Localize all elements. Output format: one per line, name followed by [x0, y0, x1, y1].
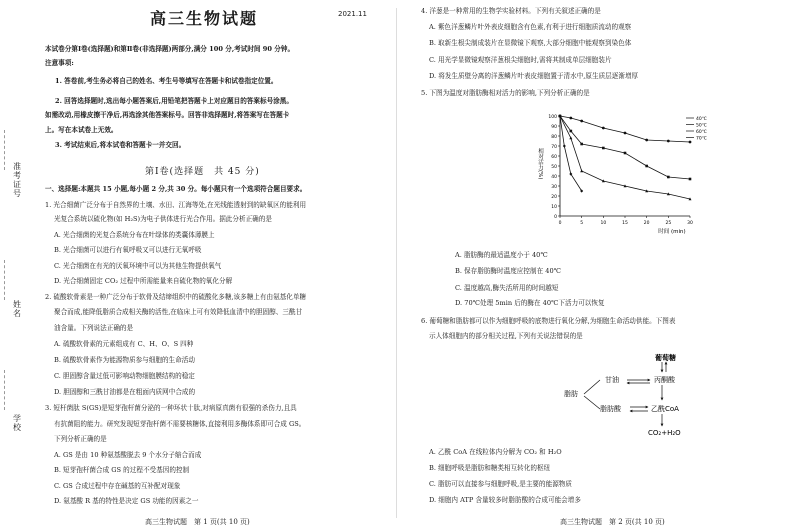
metabolism-diagram: [562, 350, 712, 438]
fat-branch-down: [584, 396, 600, 409]
q4-option-b: B. 取新生根尖制成装片在显微镜下观察,大部分细胞中能观察到染色体: [429, 39, 632, 47]
q5-option-a: A. 脂肪酶的最适温度小于 40℃: [455, 251, 548, 259]
data-point: [602, 127, 605, 130]
data-point: [602, 147, 605, 150]
y-tick-label: 100: [548, 115, 557, 120]
series-line: [560, 116, 690, 142]
q3-option-b: B. 短芽孢杆菌合成 GS 的过程不受基因的控制: [54, 466, 190, 474]
q5-stem: 5. 下图为温度对脂肪酶相对活力的影响,下列分析正确的是: [421, 89, 590, 97]
y-tick-label: 10: [551, 205, 557, 210]
note-2: 2. 回答选择题时,选出每小题答案后,用铅笔把答题卡上对应题目的答案标号涂黑。: [55, 97, 293, 105]
note-3: 3. 考试结束后,将本试卷和答题卡一并交回。: [55, 141, 186, 149]
data-point: [580, 120, 583, 123]
glucose-label: 葡萄糖: [655, 354, 676, 362]
q2-stem: 2. 硫酸软骨素是一种广泛分布于软骨及结缔组织中的硫酸化多糖,该多糖上有由氨基化单糖: [45, 293, 307, 301]
legend-label: 60℃: [696, 129, 707, 135]
page-title: 高三生物试题: [150, 9, 259, 28]
glycerol-label: 甘油: [605, 376, 619, 384]
data-point: [570, 130, 573, 133]
data-point: [580, 143, 583, 146]
q2-option-d: D. 胆固醇和三酰甘油都是在粗面内质网中合成的: [54, 388, 196, 396]
notes-heading: 注意事项:: [45, 59, 74, 67]
q3-stem-cont: 有抗菌阻的能力。研究发现短芽孢杆菌不需要核糖体,直接利用多酶体系即可合成 GS。: [54, 420, 306, 428]
q4-option-d: D. 将发生质壁分离的洋葱鳞片叶表皮细胞置于清水中,原生质层逐渐增厚: [429, 72, 639, 80]
y-tick-label: 80: [551, 135, 557, 140]
label-exam-number: 准考证号: [13, 162, 21, 198]
x-axis-label: 时间 (min): [658, 229, 686, 235]
y-tick-label: 60: [551, 155, 557, 160]
q2-option-c: C. 胆固醇含量过低可影响动物细胞膜结构的稳定: [54, 372, 195, 380]
q3-option-c: C. GS 合成过程中存在碱基的互补配对现象: [54, 482, 181, 490]
q4-option-c: C. 用光学显微镜观察洋葱根尖细胞时,需将其制成单层细胞装片: [429, 56, 612, 64]
x-tick-label: 15: [622, 221, 628, 226]
chart-series-layer: [559, 114, 692, 200]
q2-stem-end: 油含量。下列说法正确的是: [54, 324, 134, 332]
y-tick-label: 20: [551, 195, 557, 200]
q5-option-d: D. 70℃处理 5min 后的酶在 40℃下活力可以恢复: [455, 299, 605, 307]
right-page: [397, 0, 794, 532]
q1-stem: 1. 光合细菌广泛分布于自然界的土壤、水田、江海等处,在光线能透射到的缺氧区的能利用: [45, 201, 307, 209]
label-school: 学校: [13, 414, 21, 432]
margin-line: [4, 260, 5, 300]
q2-option-b: B. 硫酸软骨素作为能源物质参与细胞的生命活动: [54, 356, 195, 364]
data-point: [667, 176, 670, 179]
q1-stem-cont: 光复合系统以硫化物(如 H₂S)为电子供体进行光合作用。据此分析正确的是: [54, 215, 272, 223]
data-point: [580, 169, 583, 172]
part1-intro: 一、选择题:本题共 15 小题,每小题 2 分,共 30 分。每小题只有一个选项符合题目要求。: [45, 185, 307, 193]
data-point: [624, 152, 627, 155]
q1-option-b: B. 光合细菌可以进行有氧呼吸又可以进行无氧呼吸: [54, 246, 202, 254]
label-name: 姓名: [13, 300, 21, 318]
y-tick-label: 0: [554, 215, 557, 220]
margin-line: [4, 370, 5, 410]
q6-option-d: D. 细胞内 ATP 含量较多时脂肪酸的合成可能会增多: [429, 496, 581, 504]
q6-option-b: B. 细胞呼吸是脂肪和糖类相互转化的枢纽: [429, 464, 551, 472]
series-line: [560, 116, 582, 191]
data-point: [667, 140, 670, 143]
q6-stem-cont: 示人体细胞内的部分相关过程,下列有关说法错误的是: [429, 332, 583, 340]
intro-text: 本试卷分第Ⅰ卷(选择题)和第Ⅱ卷(非选择题)两部分,满分 100 分,考试时间 90 分钟。: [45, 45, 295, 53]
margin-line: [4, 130, 5, 170]
footer-right: 高三生物试题 第 2 页(共 10 页): [560, 518, 665, 526]
x-tick-label: 10: [600, 221, 607, 226]
y-tick-label: 30: [551, 185, 557, 190]
q3-option-d: D. 氨基酸 R 基的特性是决定 GS 功能的因素之一: [54, 497, 199, 505]
q2-stem-cont: 聚合而成,能降低脂质合成相关酶的活性,在临床上可有效降低血清中的胆固醇、三酰甘: [54, 308, 303, 316]
y-tick-label: 50: [551, 165, 557, 170]
x-tick-label: 5: [580, 221, 584, 226]
fat-label: 脂肪: [564, 390, 578, 398]
q5-option-b: B. 保存脂肪酶时温度应控制在 40℃: [455, 267, 562, 275]
y-tick-label: 90: [551, 125, 557, 130]
chart-axes: [537, 114, 693, 235]
q6-stem: 6. 葡萄糖和脂肪都可以作为细胞呼吸的底物进行氧化分解,为细胞生命活动供能。下图表: [421, 317, 676, 325]
co2-h2o-label: CO₂+H₂O: [648, 429, 681, 437]
data-point: [689, 141, 692, 144]
data-point: [563, 144, 566, 147]
x-tick-label: 20: [643, 221, 650, 226]
q5-option-c: C. 温度越高,酶失活所用的时间越短: [455, 284, 559, 292]
note-2-end: 上。写在本试卷上无效。: [45, 126, 118, 134]
legend-label: 50℃: [696, 123, 707, 129]
q6-option-c: C. 脂肪可以直接参与细胞呼吸,是主要的能源物质: [429, 480, 572, 488]
x-tick-label: 0: [558, 221, 562, 226]
q3-option-a: A. GS 是由 10 种氨基酸脱去 9 个水分子缩合而成: [54, 451, 202, 459]
y-axis-label: 相对活力(%): [537, 148, 543, 180]
x-tick-label: 30: [687, 221, 693, 226]
q6-option-a: A. 乙酰 CoA 在线粒体内分解为 CO₂ 和 H₂O: [429, 448, 562, 456]
q1-option-c: C. 光合细菌在有光的厌氧环境中可以为其他生物提供氧气: [54, 262, 222, 270]
data-point: [645, 139, 648, 142]
exam-date: 2021.11: [338, 10, 367, 18]
legend-label: 40℃: [696, 116, 707, 122]
note-1: 1. 答卷前,考生务必将自己的姓名、考生号等填写在答题卡和试卷指定位置。: [55, 77, 278, 85]
footer-left: 高三生物试题 第 1 页(共 10 页): [145, 518, 250, 526]
pyruvate-label: 丙酮酸: [654, 376, 675, 384]
section-title: 第Ⅰ卷(选择题 共 45 分): [145, 167, 260, 177]
acetyl-coa-label: 乙酰CoA: [651, 405, 679, 413]
series-line: [560, 116, 690, 179]
q4-option-a: A. 紫色洋葱鳞片叶外表皮细胞含有色素,有利于进行细胞质流动的观察: [429, 23, 632, 31]
data-point: [569, 117, 572, 120]
q4-stem: 4. 洋葱是一种常用的生物学实验材料。下列有关叙述正确的是: [421, 7, 601, 15]
q3-stem-end: 下列分析正确的是: [54, 435, 107, 443]
fat-branch-up: [584, 380, 600, 394]
enzyme-activity-chart: [532, 108, 717, 248]
q2-option-a: A. 硫酸软骨素的元素组成有 C、H、O、S 四种: [54, 340, 194, 348]
y-tick-label: 40: [551, 175, 557, 180]
data-point: [689, 178, 692, 181]
x-tick-label: 25: [665, 221, 672, 226]
q1-option-a: A. 光合细菌的光复合系统分布在叶绿体的类囊体薄膜上: [54, 231, 215, 239]
q1-option-d: D. 光合细菌固定 CO₂ 过程中所需能量来自硫化物的氧化分解: [54, 277, 233, 285]
binding-margin: [0, 0, 38, 532]
data-point: [645, 165, 648, 168]
chart-legend: [686, 116, 707, 142]
y-tick-label: 70: [551, 145, 557, 150]
note-2-cont: 如需改动,用橡皮擦干净后,再选涂其他答案标号。回答非选择题时,将答案写在答题卡: [45, 111, 290, 119]
q3-stem: 3. 短杆菌肽 S(GS)是短芽孢杆菌分泌的一种环状十肽,对病原真菌有很强的杀伤力,且具: [45, 404, 297, 412]
legend-label: 70℃: [696, 136, 707, 142]
data-point: [624, 132, 627, 135]
fatty-acid-label: 脂肪酸: [600, 405, 621, 413]
